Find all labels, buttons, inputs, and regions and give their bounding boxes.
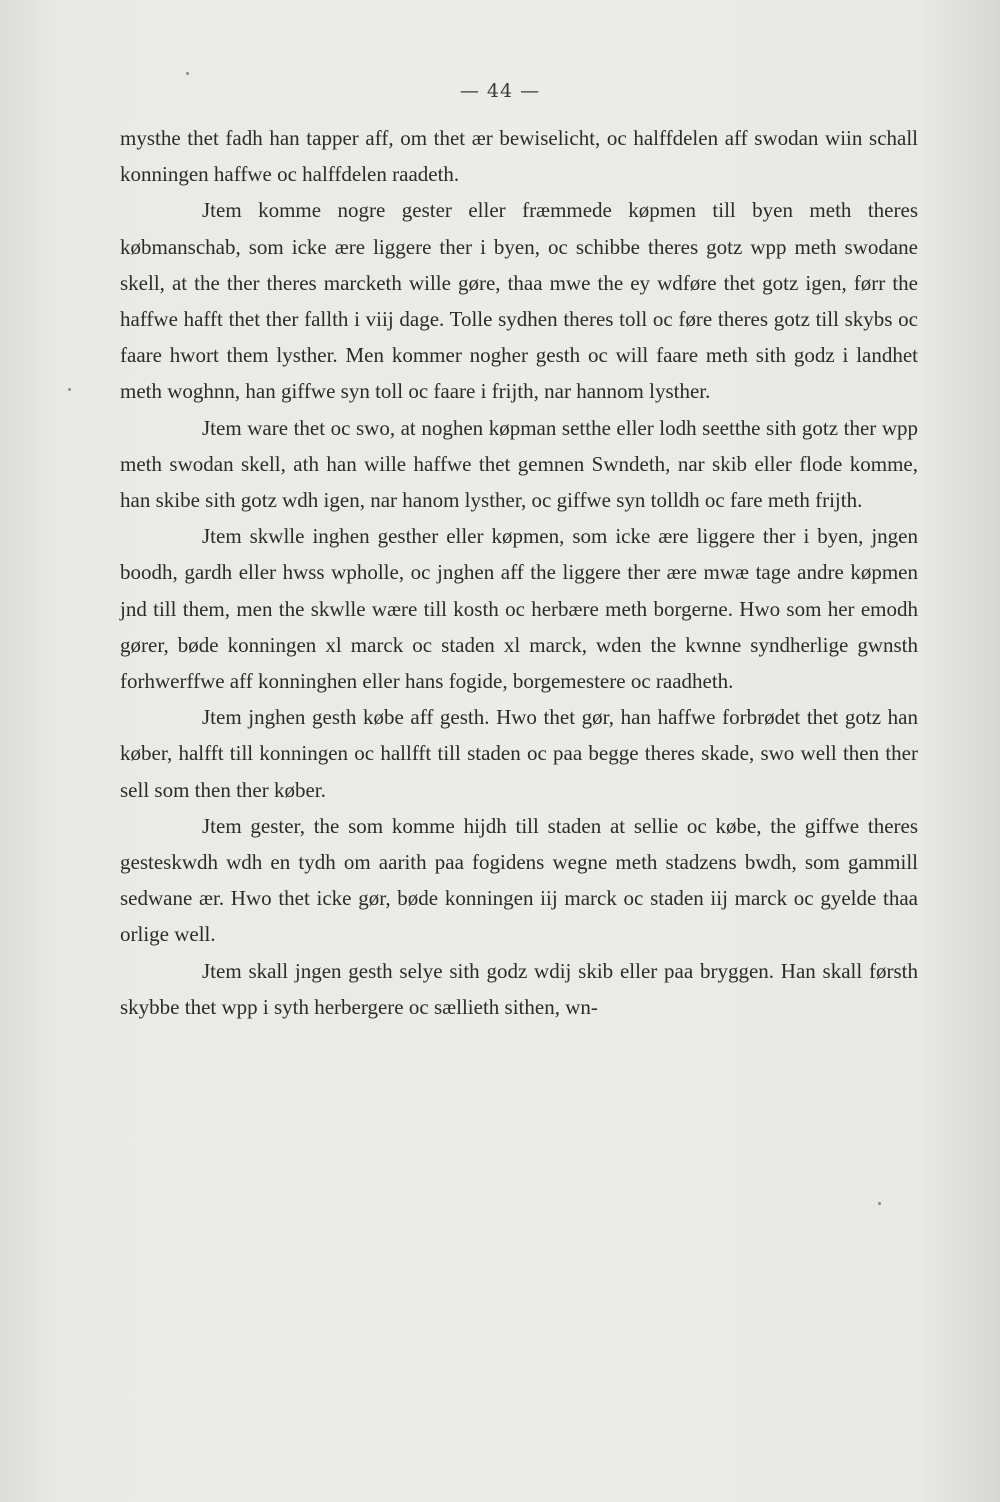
paragraph-4: Jtem skwlle inghen gesther eller køpmen, som icke ære liggere ther i byen, jngen boodh, gardh eller hwss wpholle, oc jnghen aff the liggere ther ære mwæ tage andre køpmen jnd till them, men the skwlle wære till kosth oc herbære meth borgerne. Hwo som her emodh gører, bøde konningen xl marck oc staden xl marck, wden the kwnne syndherlige gwnsth forhwerffwe aff konninghen eller hans fogide, borgemestere oc raadheth.	[120, 524, 918, 694]
paper-speck	[878, 1202, 881, 1205]
paper-speck	[186, 72, 189, 75]
paragraph-7: Jtem skall jngen gesth selye sith godz wdij skib eller paa bryggen. Han skall førsth skybbe thet wpp i syth herbergere oc sællieth sithen, wn-	[120, 958, 918, 1019]
paper-speck	[68, 388, 71, 391]
page-number: — 44 —	[459, 80, 541, 102]
paragraph-1: mysthe thet fadh han tapper aff, om thet ær bewiselicht, oc halffdelen aff swodan wiin schall konningen haffwe oc halffdelen raadeth.	[120, 126, 918, 187]
body-text	[120, 120, 918, 1025]
paragraph-6: Jtem gester, the som komme hijdh till staden at sellie oc købe, the giffwe theres gesteskwdh wdh en tydh om aarith paa fogidens wegne meth stadzens bwdh, som gammill sedwane ær. Hwo thet icke gør, bøde konningen iij marck oc staden iij marck oc gyelde thaa orlige well.	[120, 813, 918, 947]
paragraph-3: Jtem ware thet oc swo, at noghen køpman setthe eller lodh seetthe sith gotz ther wpp meth swodan skell, ath han wille haffwe thet gemnen Swndeth, nar skib eller flode komme, han skibe sith gotz wdh igen, nar hanom lysther, oc giffwe syn tolldh oc fare meth frijth.	[120, 415, 918, 513]
paragraph-5: Jtem jnghen gesth købe aff gesth. Hwo thet gør, han haffwe forbrødet thet gotz han køber, halfft till konningen oc hallfft till staden oc paa begge theres skade, swo well then ther sell som then ther køber.	[120, 705, 918, 802]
paragraph-2: Jtem komme nogre gester eller fræmmede køpmen till byen meth theres købmanschab, som icke ære liggere ther i byen, oc schibbe theres gotz wpp meth swodane skell, at the ther theres marcketh wille gøre, thaa mwe the ey wdføre thet gotz igen, førr the haffwe hafft thet ther fallth i viij dage. Tolle sydhen theres toll oc føre theres gotz till skybs oc faare hwort them lysther. Men kommer nogher gesth oc will faare meth sith godz i landhet meth woghnn, han giffwe syn toll oc faare i frijth, nar hannom lysther.	[120, 198, 918, 404]
